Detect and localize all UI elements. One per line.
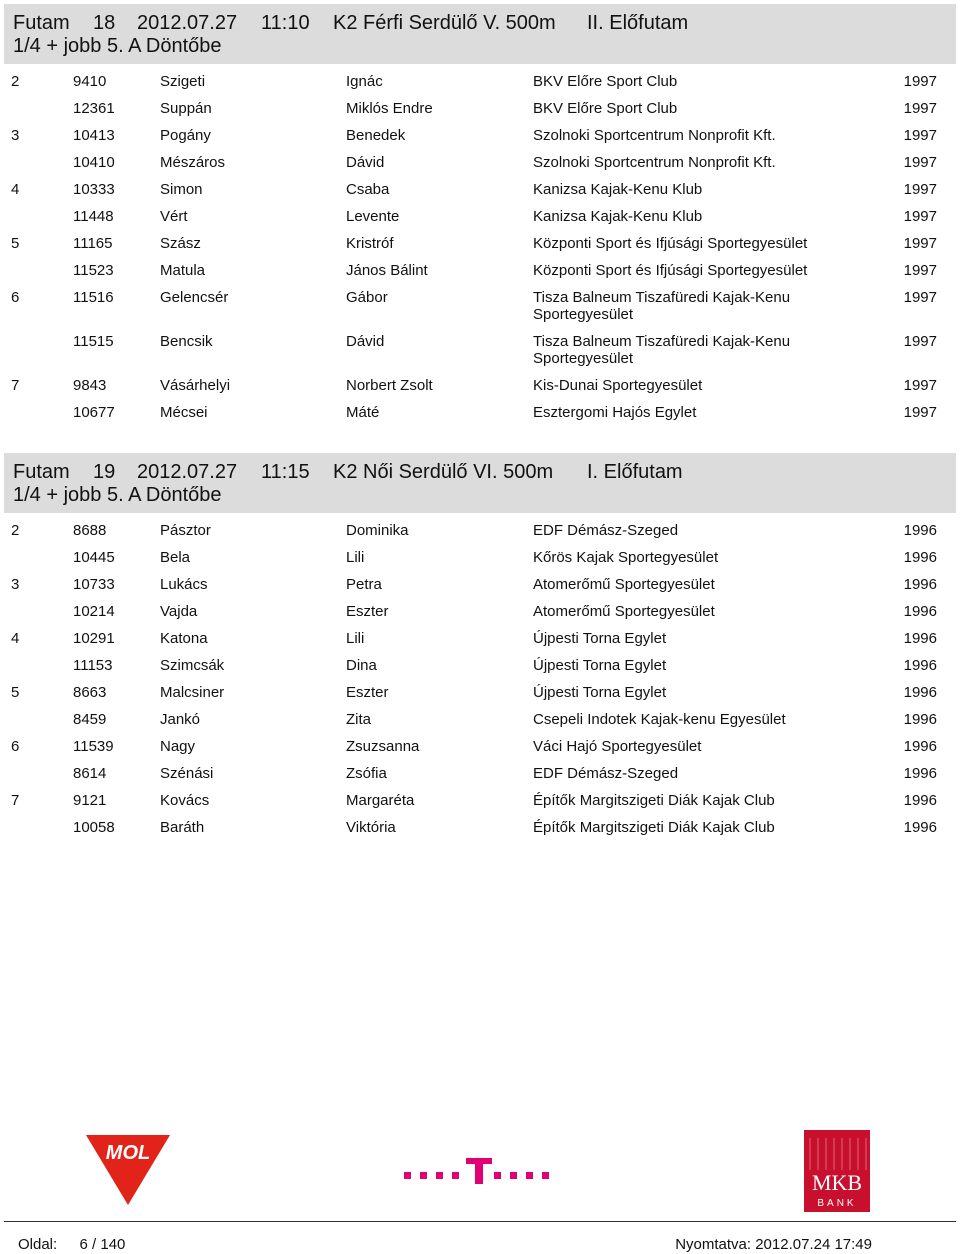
birth-year-cell: 1996: [903, 549, 937, 566]
race-round: I. Előfutam: [587, 461, 683, 483]
place-cell: 7: [11, 377, 20, 394]
mkb-bank-word: BANK: [817, 1198, 857, 1209]
race-number: 19: [93, 461, 116, 483]
last-name-cell: Malcsiner: [160, 684, 225, 701]
race-time: 11:15: [261, 461, 310, 483]
competitor-id-cell: 10733: [73, 576, 115, 593]
competitor-id-cell: 12361: [73, 100, 115, 117]
birth-year-cell: 1997: [903, 333, 937, 350]
birth-year-cell: 1997: [903, 289, 937, 306]
birth-year-cell: 1997: [903, 73, 937, 90]
last-name-cell: Bencsik: [160, 333, 213, 350]
place-cell: 4: [11, 630, 20, 647]
club-cell: Központi Sport és Ifjúsági Sportegyesület: [533, 262, 808, 279]
printed-value: 2012.07.24 17:49: [755, 1236, 872, 1253]
last-name-cell: Szász: [160, 235, 201, 252]
competitor-id-cell: 8688: [73, 522, 107, 539]
birth-year-cell: 1996: [903, 603, 937, 620]
club-cell: EDF Démász-Szeged: [533, 765, 679, 782]
birth-year-cell: 1996: [903, 738, 937, 755]
last-name-cell: Mécsei: [160, 404, 208, 421]
competitor-id-cell: 9410: [73, 73, 107, 90]
race-qualify: 1/4 + jobb 5. A Döntőbe: [13, 35, 222, 57]
first-name-cell: Lili: [346, 549, 365, 566]
club-cell: Építők Margitszigeti Diák Kajak Club: [533, 819, 775, 836]
first-name-cell: Dina: [346, 657, 377, 674]
last-name-cell: Szimcsák: [160, 657, 225, 674]
mkb-bank-logo: [804, 1130, 870, 1212]
mol-logo-text: MOL: [105, 1142, 151, 1164]
club-cell: Csepeli Indotek Kajak-kenu Egyesület: [533, 711, 786, 728]
first-name-cell: Eszter: [346, 603, 389, 620]
first-name-cell: Csaba: [346, 181, 390, 198]
first-name-cell: Norbert Zsolt: [346, 377, 433, 394]
race-time: 11:10: [261, 12, 310, 34]
birth-year-cell: 1996: [903, 576, 937, 593]
last-name-cell: Nagy: [160, 738, 196, 755]
competitor-id-cell: 11523: [73, 262, 114, 279]
birth-year-cell: 1996: [903, 684, 937, 701]
last-name-cell: Bela: [160, 549, 191, 566]
first-name-cell: Dávid: [346, 154, 385, 171]
competitor-id-cell: 8459: [73, 711, 107, 728]
last-name-cell: Vásárhelyi: [160, 377, 231, 394]
place-cell: 7: [11, 792, 20, 809]
last-name-cell: Mészáros: [160, 154, 226, 171]
club-cell: Újpesti Torna Egylet: [533, 630, 667, 647]
last-name-cell: Lukács: [160, 576, 208, 593]
birth-year-cell: 1997: [903, 377, 937, 394]
first-name-cell: Viktória: [346, 819, 396, 836]
club-cell: EDF Démász-Szeged: [533, 522, 679, 539]
race-qualify: 1/4 + jobb 5. A Döntőbe: [13, 484, 222, 506]
club-cell: Kőrös Kajak Sportegyesület: [533, 549, 719, 566]
first-name-cell: Máté: [346, 404, 380, 421]
club-cell: Építők Margitszigeti Diák Kajak Club: [533, 792, 775, 809]
place-cell: 5: [11, 684, 20, 701]
first-name-cell: Eszter: [346, 684, 389, 701]
competitor-id-cell: 11539: [73, 738, 114, 755]
competitor-id-cell: 9121: [73, 792, 107, 809]
first-name-cell: Zsuzsanna: [346, 738, 420, 755]
club-cell: BKV Előre Sport Club: [533, 100, 678, 117]
page-value: 6 / 140: [79, 1236, 126, 1253]
last-name-cell: Matula: [160, 262, 206, 279]
printed-label: Nyomtatva:: [675, 1236, 752, 1253]
competitor-id-cell: 9843: [73, 377, 107, 394]
birth-year-cell: 1996: [903, 630, 937, 647]
race-header: [4, 453, 956, 513]
print-timestamp: [675, 1236, 872, 1253]
competitor-id-cell: 11515: [73, 333, 114, 350]
first-name-cell: Zita: [346, 711, 372, 728]
first-name-cell: Zsófia: [346, 765, 387, 782]
first-name-cell: Margaréta: [346, 792, 415, 809]
race-header: [4, 4, 956, 64]
first-name-cell: Ignác: [346, 73, 383, 90]
first-name-cell: Levente: [346, 208, 400, 225]
birth-year-cell: 1997: [903, 100, 937, 117]
last-name-cell: Szénási: [160, 765, 214, 782]
race-date: 2012.07.27: [137, 12, 238, 34]
first-name-cell: Petra: [346, 576, 382, 593]
club-cell: Esztergomi Hajós Egylet: [533, 404, 697, 421]
birth-year-cell: 1997: [903, 127, 937, 144]
race-round: II. Előfutam: [587, 12, 689, 34]
race-block-2: [4, 453, 956, 513]
club-cell: Atomerőmű Sportegyesület: [533, 603, 715, 620]
last-name-cell: Jankó: [160, 711, 201, 728]
page-indicator: [18, 1236, 125, 1253]
competitor-id-cell: 11153: [73, 657, 113, 674]
club-cell: BKV Előre Sport Club: [533, 73, 678, 90]
place-cell: 3: [11, 127, 20, 144]
last-name-cell: Gelencsér: [160, 289, 229, 306]
first-name-cell: Lili: [346, 630, 365, 647]
page-label: Oldal:: [18, 1236, 58, 1253]
place-cell: 6: [11, 289, 20, 306]
club-cell: Atomerőmű Sportegyesület: [533, 576, 715, 593]
place-cell: 6: [11, 738, 20, 755]
race-event: K2 Férfi Serdülő V. 500m: [333, 12, 556, 34]
last-name-cell: Kovács: [160, 792, 210, 809]
competitor-id-cell: 8614: [73, 765, 107, 782]
race-number: 18: [93, 12, 116, 34]
mol-logo: [86, 1135, 170, 1205]
club-cell: Kanizsa Kajak-Kenu Klub: [533, 208, 703, 225]
competitor-id-cell: 10677: [73, 404, 115, 421]
club-cell: Központi Sport és Ifjúsági Sportegyesület: [533, 235, 808, 252]
competitor-id-cell: 10445: [73, 549, 115, 566]
place-cell: 5: [11, 235, 20, 252]
club-cell: Kanizsa Kajak-Kenu Klub: [533, 181, 703, 198]
place-cell: 3: [11, 576, 20, 593]
birth-year-cell: 1996: [903, 522, 937, 539]
birth-year-cell: 1996: [903, 711, 937, 728]
competitor-id-cell: 10214: [73, 603, 115, 620]
club-cell: Tisza Balneum Tiszafüredi Kajak-Kenu Sportegyesület: [533, 333, 791, 367]
race-date: 2012.07.27: [137, 461, 238, 483]
last-name-cell: Pásztor: [160, 522, 211, 539]
competitor-id-cell: 11516: [73, 289, 114, 306]
birth-year-cell: 1997: [903, 208, 937, 225]
first-name-cell: Gábor: [346, 289, 388, 306]
competitor-id-cell: 10333: [73, 181, 115, 198]
mkb-letters: MKB: [811, 1170, 863, 1195]
place-cell: 4: [11, 181, 20, 198]
club-cell: Újpesti Torna Egylet: [533, 657, 667, 674]
last-name-cell: Katona: [160, 630, 208, 647]
birth-year-cell: 1997: [903, 235, 937, 252]
last-name-cell: Simon: [160, 181, 203, 198]
futam-label: Futam: [13, 461, 70, 483]
footer-divider: [4, 1221, 956, 1222]
competitor-id-cell: 10410: [73, 154, 115, 171]
race-event: K2 Női Serdülő VI. 500m: [333, 461, 554, 483]
futam-label: Futam: [13, 12, 70, 34]
birth-year-cell: 1997: [903, 262, 937, 279]
birth-year-cell: 1997: [903, 154, 937, 171]
place-cell: 2: [11, 73, 20, 90]
club-cell: Szolnoki Sportcentrum Nonprofit Kft.: [533, 127, 776, 144]
competitor-id-cell: 11165: [73, 235, 113, 252]
sponsor-logos: [0, 1120, 960, 1220]
competitor-id-cell: 10413: [73, 127, 115, 144]
last-name-cell: Vért: [160, 208, 188, 225]
first-name-cell: Benedek: [346, 127, 406, 144]
last-name-cell: Vajda: [160, 603, 198, 620]
competitor-id-cell: 8663: [73, 684, 107, 701]
last-name-cell: Pogány: [160, 127, 211, 144]
last-name-cell: Suppán: [160, 100, 212, 117]
first-name-cell: Dominika: [346, 522, 409, 539]
competitor-id-cell: 10291: [73, 630, 115, 647]
birth-year-cell: 1996: [903, 819, 937, 836]
first-name-cell: Miklós Endre: [346, 100, 433, 117]
club-cell: Szolnoki Sportcentrum Nonprofit Kft.: [533, 154, 776, 171]
place-cell: 2: [11, 522, 20, 539]
club-cell: Váci Hajó Sportegyesület: [533, 738, 702, 755]
birth-year-cell: 1996: [903, 765, 937, 782]
competitor-id-cell: 11448: [73, 208, 114, 225]
race-block-1: [4, 4, 956, 64]
first-name-cell: János Bálint: [346, 262, 428, 279]
birth-year-cell: 1997: [903, 181, 937, 198]
first-name-cell: Dávid: [346, 333, 385, 350]
club-cell: Újpesti Torna Egylet: [533, 684, 667, 701]
birth-year-cell: 1996: [903, 792, 937, 809]
birth-year-cell: 1997: [903, 404, 937, 421]
birth-year-cell: 1996: [903, 657, 937, 674]
last-name-cell: Baráth: [160, 819, 205, 836]
first-name-cell: Kristróf: [346, 235, 394, 252]
last-name-cell: Szigeti: [160, 73, 206, 90]
club-cell: Kis-Dunai Sportegyesület: [533, 377, 703, 394]
telekom-t-icon: [404, 1158, 554, 1184]
competitor-id-cell: 10058: [73, 819, 115, 836]
club-cell: Tisza Balneum Tiszafüredi Kajak-Kenu Sportegyesület: [533, 289, 791, 323]
